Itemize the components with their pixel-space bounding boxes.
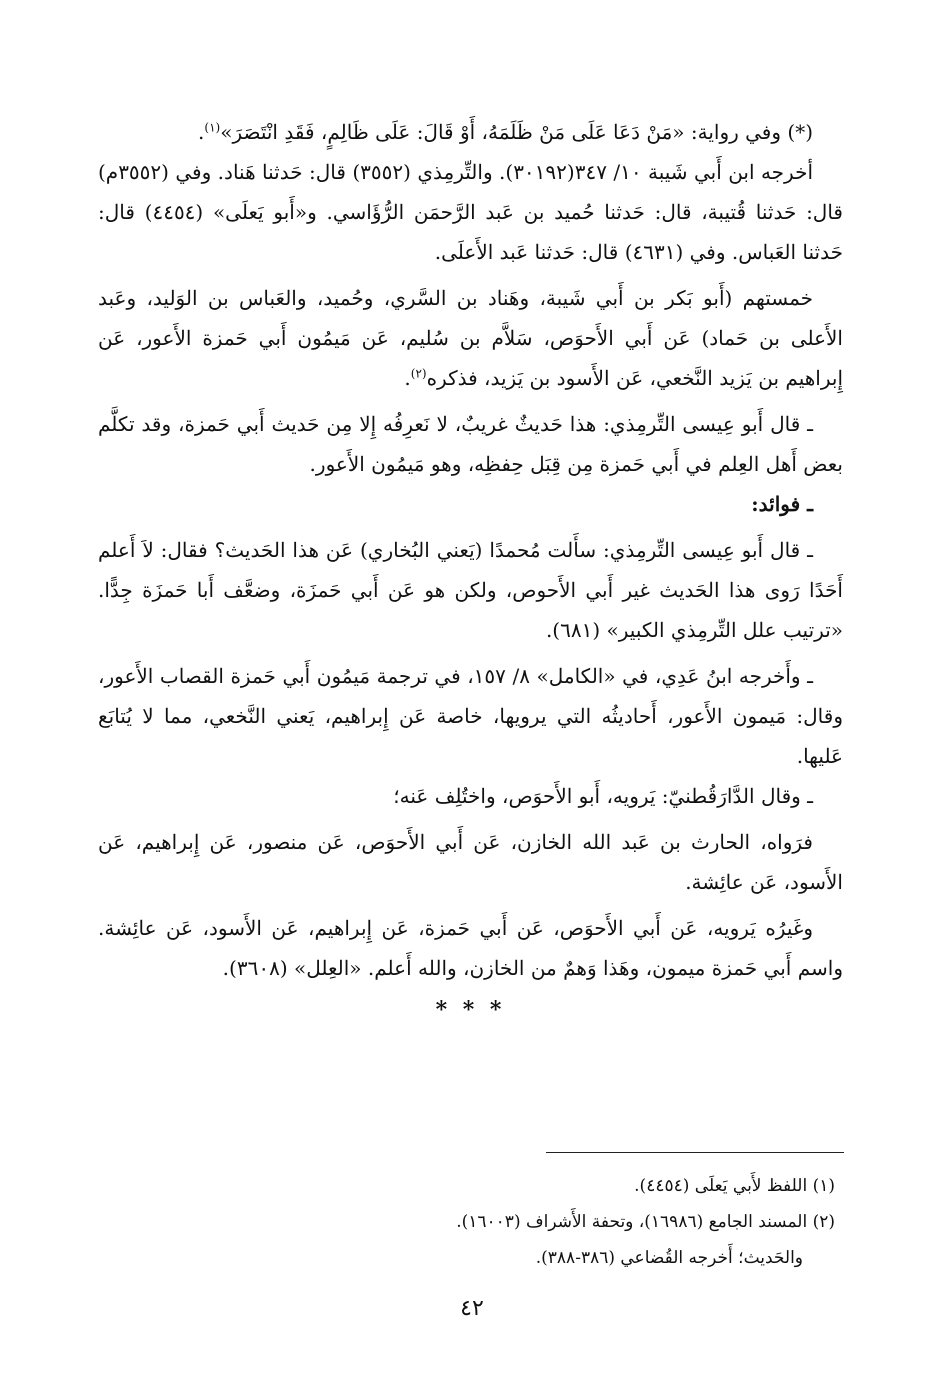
footnote-ref-1: (١) [204,120,221,135]
footnotes-block [98,1168,843,1276]
page-number: ٤٢ [460,1296,484,1321]
paragraph-daraqutni: ـ وقال الدَّارَقُطنيّ: يَرويه، أَبو الأَحوَص، واختُلِف عَنه؛ [393,784,813,808]
section-heading-fawaid: ـ فوائد: [751,492,813,516]
paragraph-bukhari-comment: ـ قال أَبو عِيسى التِّرمِذي: سأَلت مُحمدًا (يَعني البُخاري) عَن هذا الحَديث؟ فقال: لاَ أَعلم أَحَدًا رَوى هذا الحَديث غير أَبي الأَحوص، ولكن هو عَن أَبي حَمزَة، وضعَّف أَبا حَمزَة جِدًّا. «ترتيب علل التِّرمِذي الكبير» (٦٨١). [98,538,843,642]
paragraph-harith-narration: فرَواه، الحارث بن عَبد الله الخازن، عَن أَبي الأَحوَص، عَن منصور، عَن إِبراهيم، عَن الأَسود، عَن عائِشة. [98,830,843,894]
paragraph-ibn-adi: ـ وأَخرجه ابنُ عَدِي، في «الكامل» ٨/ ١٥٧، في ترجمة مَيمُون أَبي حَمزة القصاب الأَعور، وقال: مَيمون الأَعور، أَحاديثُه التي يرويها، خاصة عَن إِبراهيم، يَعني النَّخعي، مما لا يُتابَع عَليها. [98,664,843,768]
footnote-ref-2: (٢) [410,366,427,381]
footnote-2-continuation: والحَديث؛ أَخرجه القُضاعي (٣٨٦-٣٨٨). [535,1248,803,1268]
paragraph-other-narration: وغَيرُه يَرويه، عَن أَبي الأَحوَص، عَن أَبي حَمزة، عَن إِبراهيم، عَن الأَسود، عَن عائِشة. واسم أَبي حَمزة ميمون، وهَذا وَهمٌ من الخازن، والله أَعلم. «العِلل» (٣٦٠٨). [98,916,843,980]
paragraph-takhrij: أخرجه ابن أَبي شَيبة ١٠/ ٣٤٧(٣٠١٩٢). والتِّرمِذي (٣٥٥٢) قال: حَدثنا هَناد. وفي (٣٥٥٢م) قال: حَدثنا قُتيبة، قال: حَدثنا حُميد بن عَبد الرَّحمَن الرُّؤَاسي. و«أَبو يَعلَى» (٤٤٥٤) قال: حَدثنا العَباس. وفي (٤٦٣١) قال: حَدثنا عَبد الأَعلَى. [98,160,843,264]
paragraph-isnad: خمستهم (أَبو بَكر بن أَبي شَيبة، وهَناد بن السَّري، وحُميد، والعَباس بن الوَليد، وعَبد الأَعلى بن حَماد) عَن أَبي الأَحوَص، سَلاَّم بن سُليم، عَن مَيمُون أَبي حَمزة الأَعور، عَن إِبراهيم بن يَزيد النَّخعي، عَن الأَسود بن يَزيد، فذكره$^{(٢)}$. [98,286,843,390]
paragraph-variant-narration: (*) وفي رواية: «مَنْ دَعَا عَلَى مَنْ ظَلَمَهُ، أَوْ قَالَ: عَلَى ظَالِمٍ، فَقَدِ انْتَصَرَ»$^{(١)}$. [198,120,813,144]
footnote-2: (٢) المسند الجامع (١٦٩٨٦)، وتحفة الأَشراف (١٦٠٠٣). [456,1212,835,1232]
isnad-text: خمستهم (أَبو بَكر بن أَبي شَيبة، وهَناد بن السَّري، وحُميد، والعَباس بن الوَليد، وعَبد الأَعلى بن حَماد) عَن أَبي الأَحوَص، سَلاَّم بن سُليم، عَن مَيمُون أَبي حَمزة الأَعور، عَن إِبراهيم بن يَزيد النَّخعي، عَن الأَسود بن يَزيد، فذكره [98,286,843,390]
section-end-stars: * * * [435,997,506,1023]
variant-narration-text: (*) وفي رواية: «مَنْ دَعَا عَلَى مَنْ ظَلَمَهُ، أَوْ قَالَ: عَلَى ظَالِمٍ، فَقَدِ انْتَصَرَ» [220,120,813,144]
main-text-block [98,112,843,1030]
footnote-separator [546,1152,844,1153]
paragraph-tirmidhi-comment: ـ قال أَبو عِيسى التِّرمِذي: هذا حَديثٌ غريبٌ، لا نَعرِفُه إِلا مِن حَديث أَبي حَمزة، وقد تكلَّم بعض أَهل العِلم في أَبي حَمزة مِن قِبَل حِفظِه، وهو مَيمُون الأَعور. [98,412,843,476]
footnote-1: (١) اللفظ لأَبي يَعلَى (٤٤٥٤). [634,1176,835,1196]
